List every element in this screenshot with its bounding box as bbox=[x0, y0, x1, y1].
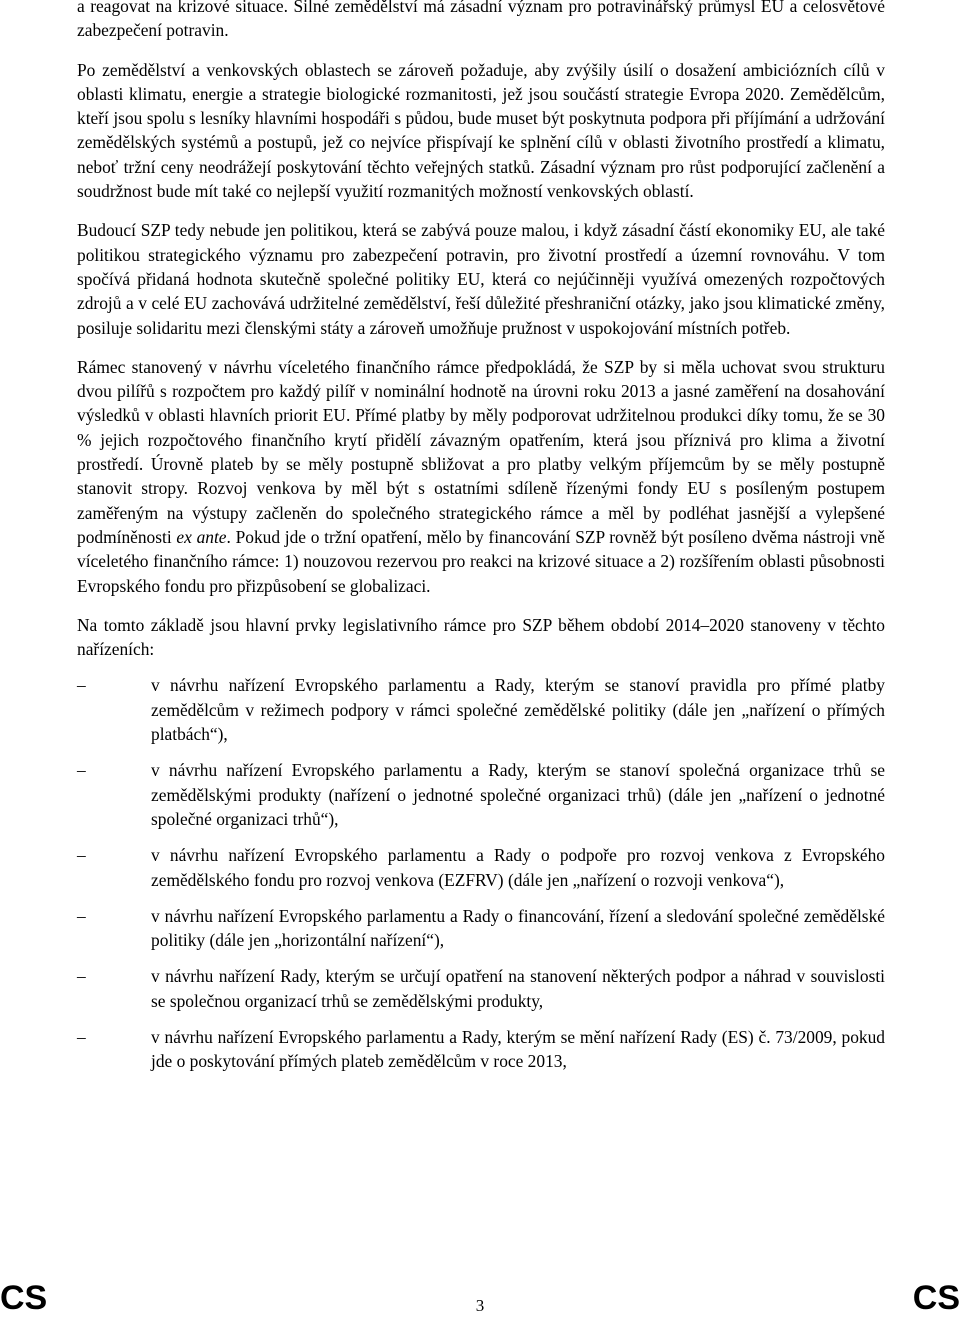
list-item bbox=[77, 904, 885, 953]
paragraph: Budoucí SZP tedy nebude jen politikou, která se zabývá pouze malou, i když zásadní částí ekonomiky EU, ale také politikou strategického významu pro zabezpečení potravin, pro životní prostředí a územní rovnováhu. V tom spočívá přidaná hodnota skutečně společné politiky EU, která co nejúčinněji využívá omezených rozpočtových zdrojů a v celé EU zachovává udržitelné zemědělství, řeší důležité přeshraniční otázky, jako jsou klimatické změny, posiluje solidaritu mezi členskými státy a zároveň umožňuje pružnost v uspokojování místních potřeb. bbox=[77, 220, 885, 338]
list-item bbox=[77, 673, 885, 746]
paragraph: a reagovat na krizové situace. Silné zemědělství má zásadní význam pro potravinářský průmysl EU a celosvětové zabezpečení potravin. bbox=[77, 0, 885, 41]
dash-bullet: – bbox=[77, 675, 86, 696]
paragraph: Po zemědělství a venkovských oblastech se zároveň požaduje, aby zvýšily úsilí o dosažení ambiciózních cílů v oblasti klimatu, energie a strategie biologické rozmanitosti, jež jsou součástí strategie Evropa 2020. Zemědělcům, kteří jsou spolu s lesníky hlavními hospodáři s půdou, bude muset být poskytnuta podpora při příjímání a udržování zemědělských systémů a postupů, jež co nejvíce přispívají ke splnění cílů v oblasti životního prostředí a klimatu, neboť tržní ceny neodrážejí poskytování těchto veřejných statků. Zásadní význam pro růst podporující začlenění a soudržnost bude mít také co nejlepší využití rozmanitých možností venkovských oblastí. bbox=[77, 59, 885, 202]
regulation-list bbox=[77, 673, 885, 1073]
dash-bullet: – bbox=[77, 905, 86, 926]
dash-bullet: – bbox=[77, 760, 86, 781]
list-intro: Na tomto základě jsou hlavní prvky legislativního rámce pro SZP během období 2014–2020 stanoveny v těchto nařízeních: bbox=[77, 614, 885, 660]
list-item bbox=[77, 843, 885, 892]
dash-bullet: – bbox=[77, 845, 86, 866]
list-item-text: v návrhu nařízení Evropského parlamentu a Rady o podpoře pro rozvoj venkova z Evropského zemědělského fondu pro rozvoj venkova (EZFRV) (dále jen „nařízení o rozvoji venkova“), bbox=[151, 845, 885, 890]
page-number: 3 bbox=[475, 1296, 485, 1315]
footer-language-left: CS bbox=[0, 1279, 48, 1317]
list-item-text: v návrhu nařízení Rady, kterým se určují opatření na stanovení některých podpor a náhrad v souvislosti se společnou organizací trhů se zemědělskými produkty, bbox=[151, 966, 885, 1011]
dash-bullet: – bbox=[77, 1026, 86, 1047]
paragraph-text: Rámec stanovený v návrhu víceletého finančního rámce předpokládá, že SZP by si měla uchovat svou strukturu dvou pilířů s rozpočtem pro každý pilíř v nominální hodnotě na úrovni roku 2013 a jasné zaměření na dosahování výsledků v oblasti hlavních priorit EU. Přímé platby by měly podporovat udržitelnou produkci díky tomu, že se 30 % jejich rozpočtového finančního krytí přidělí závazným opatřením, která jsou příznivá pro klima a životní prostředí. Úrovně plateb by se měly postupně sbližovat a pro platby velkým příjemcům by se měly postupně stanovit stropy. Rozvoj venkova by měl být s ostatními sdíleně řízenými fondy EU s posíleným postupem zaměřeným na výstupy začleněn do společného strategického rámce a měl by podléhat jasnější a vylepšené podmíněnosti bbox=[77, 356, 885, 547]
italic-phrase: ex ante bbox=[176, 526, 227, 547]
list-item bbox=[77, 1025, 885, 1074]
paragraph bbox=[77, 355, 885, 598]
dash-bullet: – bbox=[77, 966, 86, 987]
list-item-text: v návrhu nařízení Evropského parlamentu a Rady, kterým se stanoví společná organizace trhů se zemědělskými produkty (nařízení o jednotné společné organizaci trhů) (dále jen „nařízení o jednotné společné organizaci trhů“), bbox=[151, 760, 885, 829]
list-item bbox=[77, 758, 885, 831]
list-item-text: v návrhu nařízení Evropského parlamentu a Rady, kterým se mění nařízení Rady (ES) č. 73/2009, pokud jde o poskytování přímých plateb zemědělcům v roce 2013, bbox=[151, 1026, 885, 1072]
footer-language-right: CS bbox=[912, 1279, 960, 1317]
list-item bbox=[77, 964, 885, 1013]
document-body bbox=[77, 0, 885, 1086]
list-item-text: v návrhu nařízení Evropského parlamentu a Rady, kterým se stanoví pravidla pro přímé platby zemědělcům v režimech podpory v rámci společné zemědělské politiky (dále jen „nařízení o přímých platbách“), bbox=[151, 675, 885, 745]
paragraph-text: . Pokud jde o tržní opatření, mělo by financování SZP rovněž být posíleno dvěma nástroji vně víceletého finančního rámce: 1) nouzovou rezervou pro reakci na krizové situace a 2) rozšířením oblasti působnosti Evropského fondu pro přizpůsobení se globalizaci. bbox=[77, 526, 885, 596]
list-item-text: v návrhu nařízení Evropského parlamentu a Rady o financování, řízení a sledování společné zemědělské politiky (dále jen „horizontální nařízení“), bbox=[151, 905, 885, 951]
